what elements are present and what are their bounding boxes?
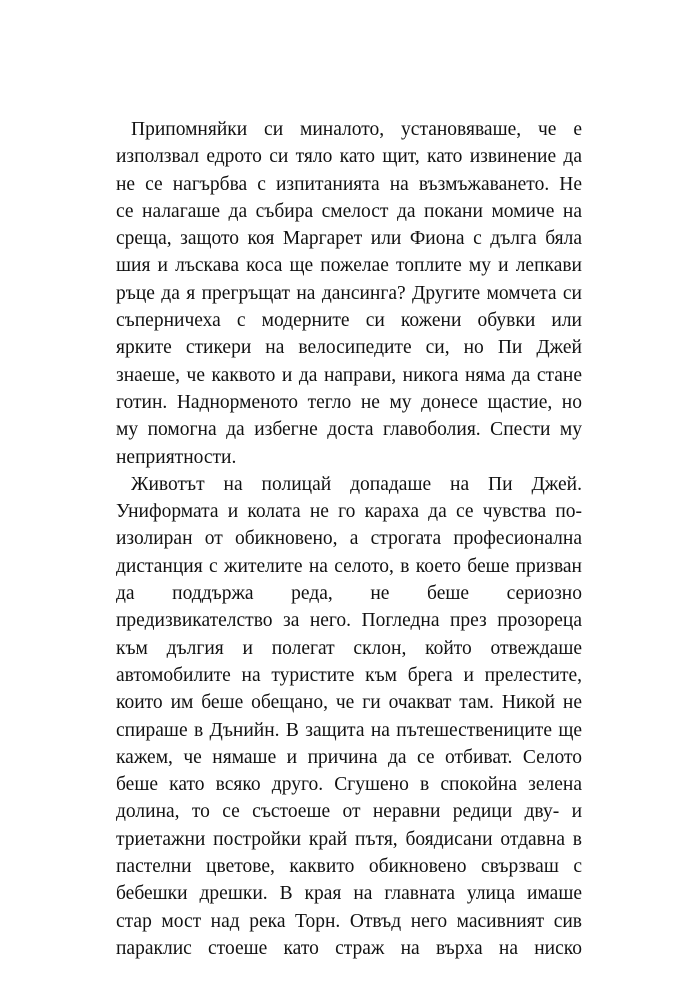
text-line: бебешки дрешки. В края на главната улица имаше — [116, 883, 582, 905]
text-line: не се нагърбва с изпитанията на възмъжаването. Не — [116, 173, 582, 195]
text-line: да поддържа реда, не беше сериозно — [116, 583, 582, 605]
text-line: Животът на полицай допадаше на Пи Джей. — [131, 473, 582, 495]
body-text — [116, 116, 582, 962]
text-line: Припомняйки си миналото, установяваше, че е — [131, 119, 582, 140]
text-line: пастелни цветове, каквито обикновено свързваш с — [116, 856, 582, 878]
text-line: използвал едрото си тяло като щит, като извинение да — [116, 146, 582, 168]
text-line: автомобилите на туристите към брега и прелестите, — [116, 664, 582, 686]
text-line: готин. Наднорменото тегло не му донесе щастие, но — [116, 391, 582, 413]
text-line: параклис стоеше като страж на върха на ниско — [116, 937, 582, 959]
text-line: шия и лъскава коса ще пожелае топлите му и лепкави — [116, 255, 582, 277]
text-line: спираше в Дънийн. В защита на пътешествениците ще — [116, 719, 582, 741]
text-line: беше като всяко друго. Сгушено в спокойна зелена — [116, 774, 582, 796]
text-line: среща, защото коя Маргарет или Фиона с дълга бяла — [116, 228, 582, 250]
text-line: знаеше, че каквото и да направи, никога няма да стане — [116, 364, 582, 386]
text-line: се налагаше да събира смелост да покани момиче на — [116, 200, 582, 222]
text-line: към дългия и полегат склон, който отвеждаше — [116, 637, 582, 659]
text-line: изолиран от обикновено, а строгата професионална — [116, 528, 582, 550]
text-line: долина, то се състоеше от неравни редици дву- и — [116, 801, 582, 823]
text-line: триетажни постройки край пътя, боядисани отдавна в — [116, 828, 582, 850]
text-line: ярките стикери на велосипедите си, но Пи Джей — [116, 337, 582, 359]
text-line: кажем, че нямаше и причина да се отбиват. Селото — [116, 746, 582, 768]
text-line: Униформата и колата не го караха да се чувства по- — [116, 501, 582, 523]
text-line: неприятности. — [116, 446, 237, 468]
text-line: дистанция с жителите на селото, в което беше призван — [116, 555, 582, 577]
text-line: предизвикателство за него. Погледна през прозореца — [116, 610, 582, 632]
paragraph-1 — [116, 116, 582, 471]
text-line: ръце да я прегръщат на дансинга? Другите момчета си — [116, 282, 582, 304]
text-line: които им беше обещано, че ги очакват там. Никой не — [116, 692, 582, 714]
text-line: му помогна да избегне доста главоболия. Спести му — [116, 419, 582, 441]
text-line: стар мост над река Торн. Отвъд него масивният сив — [116, 910, 582, 932]
paragraph-2 — [116, 471, 582, 962]
text-line: съперничеха с модерните си кожени обувки или — [116, 310, 582, 332]
